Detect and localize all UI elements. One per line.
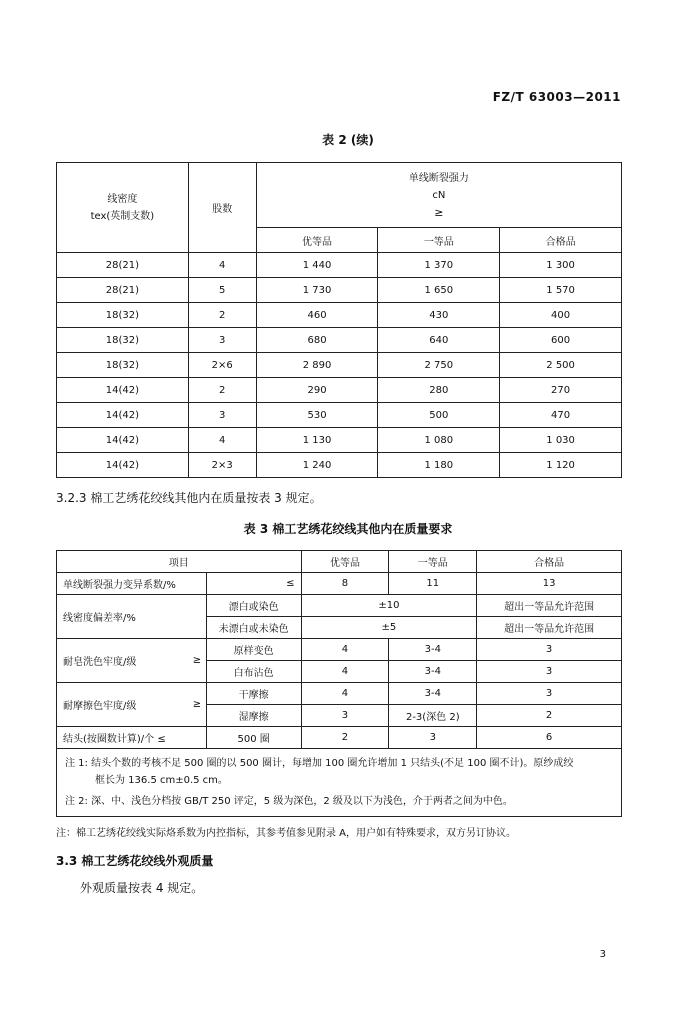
table2-cell-plies: 2×3: [188, 453, 256, 478]
table3-rub-fastness-label: 耐摩擦色牢度/级: [57, 683, 189, 727]
table3-cv-sign: ≤: [206, 573, 301, 595]
table2-row: [57, 253, 622, 278]
table2-header-grade-first: 一等品: [378, 228, 500, 253]
table2-header-strength: 单线断裂强力 cN ≥: [256, 163, 621, 228]
table3-header-item: 项目: [57, 551, 302, 573]
table3-rub-fastness-sign: ≥: [188, 683, 206, 727]
table2: [56, 162, 622, 478]
table2-cell-plies: 2: [188, 378, 256, 403]
table3-cell: 3: [477, 639, 622, 661]
table3-sub-label: 漂白或染色: [206, 595, 301, 617]
table3-header-first: 一等品: [389, 551, 477, 573]
table2-cell-v3: 1 120: [500, 453, 622, 478]
table2-cell-v3: 270: [500, 378, 622, 403]
table2-cell-v2: 500: [378, 403, 500, 428]
table2-cell-v1: 1 730: [256, 278, 378, 303]
table3: [56, 550, 622, 817]
table2-row: [57, 378, 622, 403]
table3-sub-label: 干摩擦: [206, 683, 301, 705]
table2-cell-v1: 1 130: [256, 428, 378, 453]
table3-note-1: 注 1: 结头个数的考核不足 500 圈的以 500 圈计，每增加 100 圈允许增加 1 只结头(不足 100 圈不计)。原纱成绞: [65, 758, 574, 769]
table3-cell: 超出一等品允许范围: [477, 617, 622, 639]
table2-cell-v3: 400: [500, 303, 622, 328]
table2-cell-v3: 1 030: [500, 428, 622, 453]
table3-sub-label: 原样变色: [206, 639, 301, 661]
table2-cell-plies: 3: [188, 403, 256, 428]
table3-note-1-cont: 框长为 136.5 cm±0.5 cm。: [95, 775, 228, 786]
section-3-3-title: 3.3 棉工艺绣花绞线外观质量: [56, 854, 214, 868]
table2-cell-v1: 2 890: [256, 353, 378, 378]
footnote: 注：棉工艺绣花绞线实际烙系数为内控指标，其参考值参见附录 A，用户如有特殊要求，双方另订协议。: [56, 828, 517, 839]
section-3-2-3: 3.2.3 棉工艺绣花绞线其他内在质量按表 3 规定。: [56, 491, 322, 505]
table2-cell-density: 14(42): [57, 453, 189, 478]
table2-cell-plies: 4: [188, 428, 256, 453]
table3-sub-label: 500 圈: [206, 727, 301, 749]
table3-cell: 6: [477, 727, 622, 749]
table2-cell-v2: 1 370: [378, 253, 500, 278]
table2-cell-density: 18(32): [57, 328, 189, 353]
section-3-3-body: 外观质量按表 4 规定。: [80, 881, 204, 895]
table3-cell: 4: [301, 661, 389, 683]
table3-cell: 3: [389, 727, 477, 749]
table3-cell: 2: [477, 705, 622, 727]
table3-cell: ±10: [301, 595, 477, 617]
table3-cell: ±5: [301, 617, 477, 639]
table2-cell-v2: 1 650: [378, 278, 500, 303]
table3-cv-label: 单线断裂强力变异系数/%: [57, 573, 207, 595]
table3-cell: 11: [389, 573, 477, 595]
table3-note-2: 注 2: 深、中、浅色分档按 GB/T 250 评定，5 级为深色，2 级及以下为浅色，介于两者之间为中色。: [65, 796, 513, 807]
table2-cell-density: 28(21): [57, 253, 189, 278]
table2-cell-v2: 2 750: [378, 353, 500, 378]
table2-title: 表 2 (续): [322, 133, 374, 147]
table2-cell-v2: 430: [378, 303, 500, 328]
table2-row: [57, 403, 622, 428]
table3-cell: 4: [301, 683, 389, 705]
table3-cell: 3-4: [389, 683, 477, 705]
table3-cell: 3: [301, 705, 389, 727]
table2-cell-v2: 280: [378, 378, 500, 403]
table2-cell-density: 18(32): [57, 303, 189, 328]
table3-cell: 8: [301, 573, 389, 595]
table2-header-grade-qualified: 合格品: [500, 228, 622, 253]
table3-soap-fastness-label: 耐皂洗色牢度/级: [57, 639, 189, 683]
table2-cell-plies: 3: [188, 328, 256, 353]
table2-cell-density: 14(42): [57, 403, 189, 428]
table2-cell-density: 18(32): [57, 353, 189, 378]
table2-cell-v1: 290: [256, 378, 378, 403]
table3-notes: [57, 749, 622, 817]
standard-code: FZ/T 63003—2011: [492, 90, 621, 104]
table3-sub-label: 未漂白或未染色: [206, 617, 301, 639]
table2-cell-density: 28(21): [57, 278, 189, 303]
table2-row: [57, 328, 622, 353]
table2-cell-plies: 4: [188, 253, 256, 278]
table2-cell-density: 14(42): [57, 378, 189, 403]
table3-soap-fastness-sign: ≥: [188, 639, 206, 683]
table2-cell-plies: 5: [188, 278, 256, 303]
table2-cell-v3: 470: [500, 403, 622, 428]
table2-cell-plies: 2: [188, 303, 256, 328]
table2-cell-v2: 1 080: [378, 428, 500, 453]
table2-cell-v1: 530: [256, 403, 378, 428]
table3-cell: 4: [301, 639, 389, 661]
table2-cell-v2: 640: [378, 328, 500, 353]
table3-header-qualified: 合格品: [477, 551, 622, 573]
table3-knots-label: 结头(按圈数计算)/个 ≤: [57, 727, 207, 749]
table2-cell-v1: 1 440: [256, 253, 378, 278]
table3-cell: 3-4: [389, 639, 477, 661]
table2-header-plies: 股数: [188, 163, 256, 253]
table3-cell: 2-3(深色 2): [389, 705, 477, 727]
table3-cell: 3-4: [389, 661, 477, 683]
table2-row: [57, 278, 622, 303]
table2-cell-v3: 600: [500, 328, 622, 353]
page-number: 3: [599, 949, 606, 960]
table2-cell-v1: 1 240: [256, 453, 378, 478]
table2-row: [57, 453, 622, 478]
table2-cell-v3: 1 300: [500, 253, 622, 278]
table3-cell: 2: [301, 727, 389, 749]
table2-cell-v1: 460: [256, 303, 378, 328]
table2-header-density: 线密度 tex(英制支数): [57, 163, 189, 253]
table2-cell-v2: 1 180: [378, 453, 500, 478]
table2-cell-v1: 680: [256, 328, 378, 353]
table2-cell-density: 14(42): [57, 428, 189, 453]
table3-cell: 3: [477, 661, 622, 683]
table2-row: [57, 353, 622, 378]
table2-header-grade-premium: 优等品: [256, 228, 378, 253]
table3-sub-label: 白布沾色: [206, 661, 301, 683]
table3-cell: 13: [477, 573, 622, 595]
table3-sub-label: 湿摩擦: [206, 705, 301, 727]
table3-cell: 超出一等品允许范围: [477, 595, 622, 617]
table3-header-premium: 优等品: [301, 551, 389, 573]
table2-cell-v3: 2 500: [500, 353, 622, 378]
table2-row: [57, 428, 622, 453]
table3-density-deviation-label: 线密度偏差率/%: [57, 595, 207, 639]
table2-cell-v3: 1 570: [500, 278, 622, 303]
table2-cell-plies: 2×6: [188, 353, 256, 378]
table3-title: 表 3 棉工艺绣花绞线其他内在质量要求: [243, 522, 453, 536]
table3-cell: 3: [477, 683, 622, 705]
table2-row: [57, 303, 622, 328]
